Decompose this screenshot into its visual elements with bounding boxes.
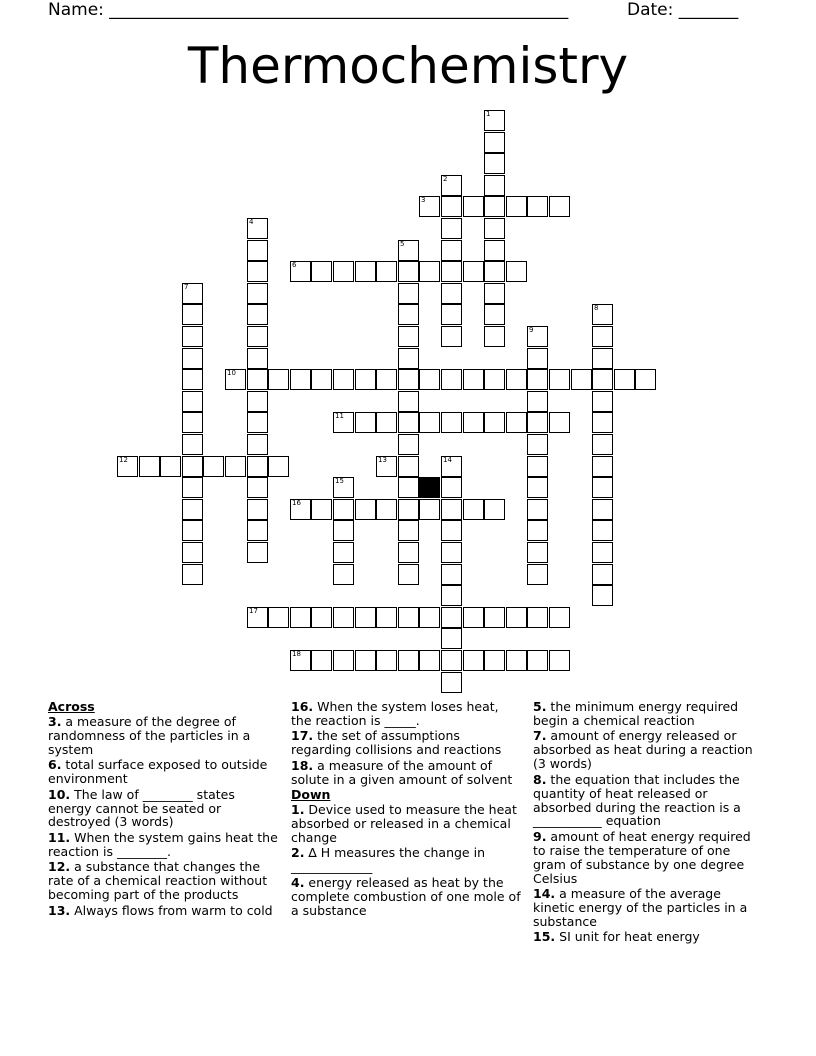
grid-cell[interactable] (268, 607, 289, 628)
clue-item (48, 860, 280, 902)
grid-cell[interactable] (398, 434, 419, 455)
grid-cell[interactable] (506, 650, 527, 671)
grid-cell[interactable] (419, 607, 440, 628)
grid-cell[interactable] (484, 175, 505, 196)
grid-cell[interactable] (182, 412, 203, 433)
grid-cell[interactable] (484, 261, 505, 282)
grid-cell[interactable] (463, 650, 484, 671)
grid-cell[interactable] (333, 477, 354, 498)
grid-cell[interactable] (398, 607, 419, 628)
grid-cell[interactable] (484, 326, 505, 347)
clue-item (291, 700, 523, 728)
grid-cell[interactable] (182, 326, 203, 347)
grid-cell[interactable] (527, 564, 548, 585)
grid-cell[interactable] (419, 369, 440, 390)
clue-number: 13 (378, 456, 387, 464)
grid-cell[interactable] (376, 607, 397, 628)
grid-cell[interactable] (549, 369, 570, 390)
clue-item-number: 8. (533, 771, 547, 787)
clue-item-text: ∆ H measures the change in _____________ (291, 845, 485, 875)
clue-item (533, 887, 765, 929)
clue-number: 18 (292, 650, 301, 658)
grid-cell[interactable] (484, 412, 505, 433)
grid-cell[interactable] (506, 196, 527, 217)
clue-item-number: 16. (291, 699, 314, 714)
grid-cell[interactable] (441, 261, 462, 282)
grid-cell[interactable] (268, 456, 289, 477)
grid-cell[interactable] (182, 477, 203, 498)
clue-item-text: SI unit for heat energy (555, 929, 700, 945)
grid-cell[interactable] (247, 391, 268, 412)
grid-cell[interactable] (247, 499, 268, 520)
clue-item-text: energy released as heat by the complete combustion of one mole of a substance (291, 874, 521, 918)
grid-cell[interactable] (247, 304, 268, 325)
clue-item-text: a measure of the amount of solute in a given amount of solvent (291, 757, 513, 787)
grid-cell[interactable] (484, 304, 505, 325)
grid-cell[interactable] (441, 607, 462, 628)
grid-cell[interactable] (290, 369, 311, 390)
down-clue-list-continued (533, 700, 765, 944)
clue-item (48, 758, 280, 786)
clue-item (533, 700, 765, 728)
grid-cell[interactable] (441, 585, 462, 606)
grid-cell[interactable] (398, 520, 419, 541)
grid-cell[interactable] (333, 261, 354, 282)
clue-item-text: a measure of the degree of randomness of the particles in a system (48, 713, 251, 757)
clue-item (533, 930, 765, 944)
clue-item-number: 2. (291, 845, 305, 861)
grid-cell[interactable] (527, 412, 548, 433)
date-field[interactable]: Date: _______ (627, 0, 739, 20)
grid-cell[interactable] (527, 477, 548, 498)
grid-cell[interactable] (311, 499, 332, 520)
grid-cell[interactable] (484, 218, 505, 239)
clues-column-2 (291, 700, 523, 919)
clue-item-text: total surface exposed to outside environment (48, 757, 268, 787)
grid-cell[interactable] (247, 283, 268, 304)
grid-cell[interactable] (398, 261, 419, 282)
grid-cell[interactable] (247, 218, 268, 239)
grid-cell[interactable] (571, 369, 592, 390)
grid-cell[interactable] (247, 412, 268, 433)
grid-cell[interactable] (419, 412, 440, 433)
clue-number: 6 (292, 261, 297, 269)
grid-cell[interactable] (290, 607, 311, 628)
grid-cell[interactable] (398, 564, 419, 585)
grid-cell[interactable] (463, 196, 484, 217)
grid-cell[interactable] (398, 542, 419, 563)
clue-item (291, 729, 523, 757)
grid-cell[interactable] (182, 283, 203, 304)
grid-cell[interactable] (614, 369, 635, 390)
grid-cell[interactable] (419, 499, 440, 520)
grid-cell[interactable] (527, 391, 548, 412)
grid-cell[interactable] (527, 456, 548, 477)
clue-item-number: 1. (291, 802, 305, 818)
grid-cell[interactable] (225, 369, 246, 390)
grid-cell[interactable] (355, 261, 376, 282)
clue-item-number: 3. (48, 713, 62, 729)
grid-cell[interactable] (592, 564, 613, 585)
grid-cell[interactable] (376, 412, 397, 433)
grid-cell[interactable] (182, 348, 203, 369)
clue-item-text: The law of ________ states energy cannot be seated or destroyed (3 words) (48, 786, 235, 830)
grid-cell[interactable] (441, 499, 462, 520)
clue-number: 3 (421, 196, 426, 204)
grid-cell[interactable] (419, 650, 440, 671)
grid-cell[interactable] (247, 261, 268, 282)
grid-cell[interactable] (463, 261, 484, 282)
clue-item-number: 17. (291, 728, 314, 744)
grid-cell[interactable] (355, 369, 376, 390)
grid-cell[interactable] (376, 499, 397, 520)
clue-number: 9 (529, 326, 534, 334)
grid-cell[interactable] (247, 348, 268, 369)
grid-cell[interactable] (182, 391, 203, 412)
clue-item (291, 803, 523, 845)
across-clue-list (48, 715, 280, 918)
grid-cell[interactable] (527, 326, 548, 347)
grid-cell[interactable] (333, 520, 354, 541)
grid-cell[interactable] (592, 434, 613, 455)
grid-cell[interactable] (484, 283, 505, 304)
grid-cell[interactable] (441, 412, 462, 433)
clue-item-text: When the system gains heat the reaction is ________. (48, 829, 278, 859)
clue-number: 16 (292, 499, 301, 507)
grid-cell[interactable] (182, 456, 203, 477)
grid-cell[interactable] (333, 412, 354, 433)
grid-cell[interactable] (376, 650, 397, 671)
clue-number: 17 (249, 607, 258, 615)
grid-cell[interactable] (527, 196, 548, 217)
grid-cell[interactable] (398, 499, 419, 520)
grid-cell[interactable] (463, 412, 484, 433)
grid-cell[interactable] (247, 607, 268, 628)
grid-cell[interactable] (463, 499, 484, 520)
clue-item-number: 13. (48, 902, 71, 918)
clue-item-text: the equation that includes the quantity of heat released or absorbed during the reaction is a ___________ equation (533, 771, 741, 829)
clue-item (533, 729, 765, 771)
grid-cell[interactable] (117, 456, 138, 477)
grid-cell[interactable] (139, 456, 160, 477)
grid-cell[interactable] (247, 456, 268, 477)
grid-cell[interactable] (355, 499, 376, 520)
grid-cell[interactable] (290, 261, 311, 282)
across-heading: Across (48, 699, 95, 714)
clue-item (48, 904, 280, 918)
clue-item (48, 788, 280, 830)
clue-number: 1 (486, 110, 491, 118)
clue-number: 7 (184, 283, 189, 291)
grid-cell[interactable] (441, 564, 462, 585)
grid-cell[interactable] (484, 196, 505, 217)
grid-cell[interactable] (419, 261, 440, 282)
clue-number: 14 (443, 456, 452, 464)
grid-cell[interactable] (549, 650, 570, 671)
grid-cell[interactable] (398, 456, 419, 477)
grid-cell[interactable] (527, 434, 548, 455)
grid-cell[interactable] (398, 477, 419, 498)
grid-cell[interactable] (268, 369, 289, 390)
grid-cell[interactable] (203, 456, 224, 477)
grid-cell[interactable] (182, 369, 203, 390)
grid-cell[interactable] (592, 477, 613, 498)
grid-cell[interactable] (182, 499, 203, 520)
clue-item (48, 831, 280, 859)
grid-cell[interactable] (592, 326, 613, 347)
clue-item-text: a measure of the average kinetic energy of the particles in a substance (533, 886, 748, 929)
grid-cell[interactable] (311, 369, 332, 390)
clue-item-number: 11. (48, 829, 71, 845)
clue-item-text: the minimum energy required begin a chemical reaction (533, 699, 739, 728)
grid-cell[interactable] (441, 477, 462, 498)
grid-cell[interactable] (290, 499, 311, 520)
grid-cell[interactable] (247, 434, 268, 455)
grid-cell[interactable] (441, 196, 462, 217)
grid-cell[interactable] (398, 412, 419, 433)
grid-cell[interactable] (549, 607, 570, 628)
grid-cell[interactable] (441, 240, 462, 261)
clues-column-1 (48, 700, 280, 919)
grid-cell[interactable] (398, 391, 419, 412)
across-clue-list-continued (291, 700, 523, 787)
grid-cell[interactable] (484, 153, 505, 174)
clue-number: 12 (119, 456, 128, 464)
grid-cell[interactable] (484, 132, 505, 153)
grid-cell[interactable] (441, 456, 462, 477)
grid-cell[interactable] (290, 650, 311, 671)
grid-cell[interactable] (333, 650, 354, 671)
clue-item-text: When the system loses heat, the reaction is _____. (291, 699, 499, 728)
clue-item (291, 876, 523, 918)
grid-cell[interactable] (441, 326, 462, 347)
grid-cell[interactable] (441, 304, 462, 325)
grid-cell[interactable] (635, 369, 656, 390)
grid-cell[interactable] (592, 542, 613, 563)
clue-item-number: 5. (533, 699, 547, 714)
grid-cell[interactable] (527, 607, 548, 628)
clue-item-number: 4. (291, 874, 305, 890)
clue-item (291, 759, 523, 787)
grid-cell[interactable] (247, 477, 268, 498)
grid-cell[interactable] (355, 650, 376, 671)
clue-item-text: Always flows from warm to cold (70, 902, 273, 918)
grid-cell[interactable] (592, 391, 613, 412)
grid-cell[interactable] (527, 542, 548, 563)
grid-cell[interactable] (398, 650, 419, 671)
clue-number: 2 (443, 175, 448, 183)
grid-cell[interactable] (506, 412, 527, 433)
clue-item-number: 7. (533, 728, 547, 744)
grid-cell[interactable] (484, 110, 505, 131)
grid-cell[interactable] (592, 520, 613, 541)
clue-item-number: 18. (291, 757, 314, 773)
grid-cell[interactable] (247, 369, 268, 390)
clue-number: 8 (594, 304, 599, 312)
grid-cell[interactable] (527, 499, 548, 520)
grid-cell[interactable] (182, 564, 203, 585)
grid-cell[interactable] (484, 607, 505, 628)
clue-number: 11 (335, 412, 344, 420)
clue-item-number: 10. (48, 786, 71, 802)
grid-cell[interactable] (592, 585, 613, 606)
grid-cell[interactable] (355, 607, 376, 628)
grid-cell[interactable] (527, 650, 548, 671)
grid-cell[interactable] (527, 348, 548, 369)
page-title: Thermochemistry (187, 37, 629, 95)
grid-cell[interactable] (247, 240, 268, 261)
grid-cell[interactable] (484, 650, 505, 671)
grid-cell[interactable] (398, 240, 419, 261)
grid-cell[interactable] (484, 499, 505, 520)
grid-cell[interactable] (376, 369, 397, 390)
clue-item-text: Device used to measure the heat absorbed or released in a chemical change (291, 802, 517, 845)
clue-item-text: a substance that changes the rate of a chemical reaction without becoming part of the products (48, 859, 268, 903)
clue-item (533, 830, 765, 886)
grid-cell[interactable] (333, 369, 354, 390)
grid-cell[interactable] (376, 456, 397, 477)
grid-cell[interactable] (484, 369, 505, 390)
clue-item (48, 715, 280, 757)
grid-cell[interactable] (592, 456, 613, 477)
grid-cell[interactable] (506, 369, 527, 390)
grid-cell[interactable] (463, 369, 484, 390)
grid-cell[interactable] (441, 175, 462, 196)
grid-cell[interactable] (549, 196, 570, 217)
grid-cell[interactable] (592, 369, 613, 390)
grid-cell[interactable] (160, 456, 181, 477)
name-field[interactable]: Name: ______________________________________________________ (48, 0, 569, 20)
grid-cell[interactable] (441, 650, 462, 671)
grid-cell[interactable] (311, 650, 332, 671)
grid-cell[interactable] (398, 304, 419, 325)
black-square (419, 477, 440, 498)
grid-cell[interactable] (592, 412, 613, 433)
grid-cell[interactable] (398, 369, 419, 390)
grid-cell[interactable] (441, 628, 462, 649)
grid-cell[interactable] (182, 520, 203, 541)
grid-cell[interactable] (506, 607, 527, 628)
grid-cell[interactable] (441, 672, 462, 693)
clue-item-text: amount of energy released or absorbed as heat during a reaction (3 words) (533, 728, 753, 772)
clue-item-number: 6. (48, 757, 62, 773)
clue-item (533, 773, 765, 829)
grid-cell[interactable] (398, 348, 419, 369)
grid-cell[interactable] (527, 520, 548, 541)
grid-cell[interactable] (592, 348, 613, 369)
grid-cell[interactable] (311, 607, 332, 628)
clue-item-number: 15. (533, 929, 556, 945)
grid-cell[interactable] (463, 607, 484, 628)
down-clue-list (291, 803, 523, 917)
grid-cell[interactable] (376, 261, 397, 282)
grid-cell[interactable] (333, 607, 354, 628)
grid-cell[interactable] (441, 520, 462, 541)
grid-cell[interactable] (311, 261, 332, 282)
grid-cell[interactable] (247, 520, 268, 541)
clue-number: 10 (227, 369, 236, 377)
clue-number: 15 (335, 477, 344, 485)
clue-item-number: 12. (48, 859, 71, 875)
grid-cell[interactable] (398, 283, 419, 304)
grid-cell[interactable] (419, 196, 440, 217)
grid-cell[interactable] (441, 218, 462, 239)
grid-cell[interactable] (484, 240, 505, 261)
grid-cell[interactable] (527, 369, 548, 390)
clue-number: 5 (400, 240, 405, 248)
grid-cell[interactable] (592, 499, 613, 520)
grid-cell[interactable] (549, 412, 570, 433)
clue-item (291, 846, 523, 874)
grid-cell[interactable] (333, 542, 354, 563)
grid-cell[interactable] (441, 283, 462, 304)
grid-cell[interactable] (398, 326, 419, 347)
grid-cell[interactable] (355, 412, 376, 433)
grid-cell[interactable] (441, 542, 462, 563)
clue-item-number: 9. (533, 828, 547, 844)
clue-item-text: the set of assumptions regarding collisions and reactions (291, 728, 502, 758)
clue-item-text: amount of heat energy required to raise the temperature of one gram of substance by one degree Celsius (533, 828, 751, 886)
grid-cell[interactable] (247, 326, 268, 347)
down-heading: Down (291, 787, 331, 803)
grid-cell[interactable] (225, 456, 246, 477)
clue-number: 4 (249, 218, 254, 226)
grid-cell[interactable] (333, 564, 354, 585)
clue-item-number: 14. (533, 886, 556, 902)
grid-cell[interactable] (182, 434, 203, 455)
clues-column-3 (533, 700, 765, 946)
grid-cell[interactable] (182, 304, 203, 325)
grid-cell[interactable] (441, 369, 462, 390)
grid-cell[interactable] (333, 499, 354, 520)
grid-cell[interactable] (182, 542, 203, 563)
grid-cell[interactable] (592, 304, 613, 325)
grid-cell[interactable] (506, 261, 527, 282)
grid-cell[interactable] (247, 542, 268, 563)
